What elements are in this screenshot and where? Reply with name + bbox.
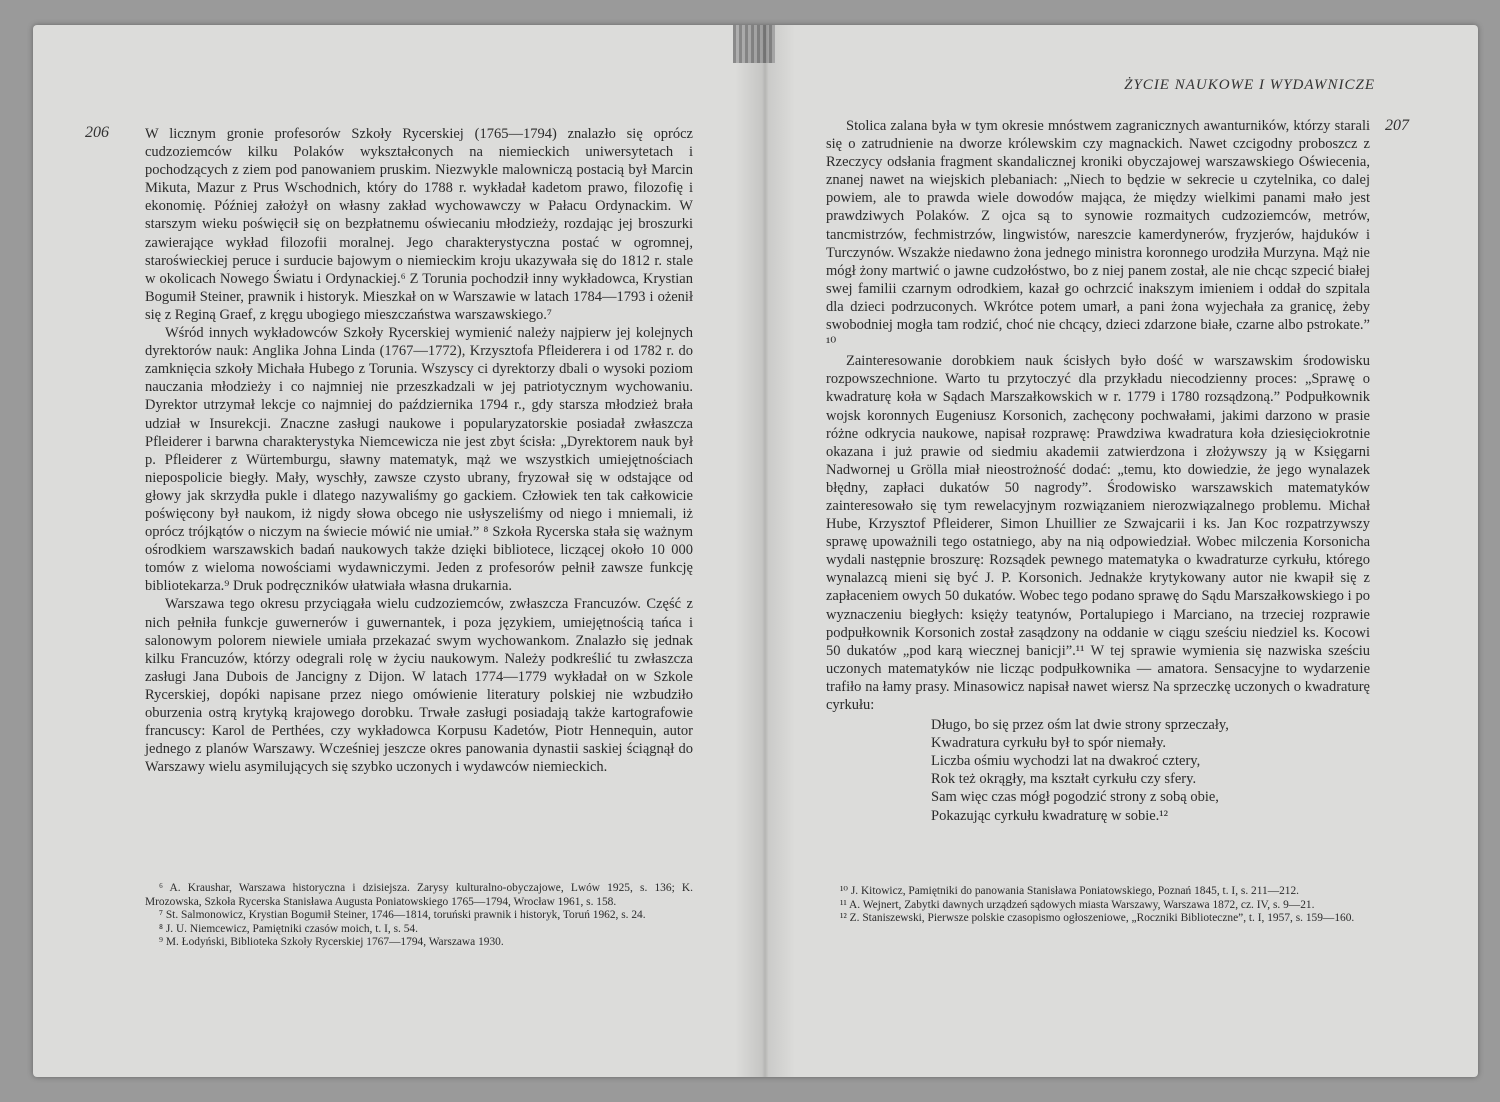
right-page [795,25,1478,1077]
footnote: ⁶ A. Kraushar, Warszawa historyczna i dzisiejsza. Zarysy kulturalno-obyczajowe, Lwów 1925, s. 136; K. Mrozowska, Szkoła Rycerska Stanisława Augusta Poniatowskiego 1765—1794, Wrocław 1961, s. 158. [145,882,693,908]
page-number-right: 207 [1385,117,1409,134]
paragraph: Stolica zalana była w tym okresie mnóstwem zagranicznych awanturników, którzy starali się o zatrudnienie na dworze królewskim czy magnackich. Nawet czcigodny proboszcz z Rzeczycy odsłania fragment skandalicznej kroniki obyczajowej warszawskiego Oświecenia, znanej nawet na wiejskich plebaniach: „Niech to będzie w sekrecie u czytelnika, co dalej powiem, ale to prawda wiele dowodów mająca, że między wielkimi panami mało jest prawdziwych Polaków. Z ojca są to synowie rozmaitych cudzoziemców, metrów, tancmistrzów, fechmistrzów, lingwistów, nareszcie kamerdynerów, fryzjerów, hajduków i Turczynów. Wszakże niedawno żona jednego ministra koronnego urodziła Murzyna. Mąż nie mógł żony martwić o jawne cudzołóstwo, bo z niej panem został, ale nie chcąc szpecić białej swej familii czarnym odrodkiem, kazał go ochrzcić inakszym imieniem i oddał do szpitala dla dzieci podrzuconych. Wkrótce potem umarł, a pani żona wyjechała za granicę, żeby swobodniej mogła tam rodzić, choć nie chcący, dzieci zdarzone białe, czarne albo pstrokate.” ¹⁰ [826,118,1370,352]
poem-line: Liczba ośmiu wychodzi lat na dwakroć cztery, [931,753,1201,770]
poem-line: Sam więc czas mógł pogodzić strony z sobą obie, [931,789,1219,806]
paragraph: W licznym gronie profesorów Szkoły Rycerskiej (1765—1794) znalazło się oprócz cudzoziemców kilku Polaków wykształconych na niemieckich uniwersytetach i pochodzących z ziem pod panowaniem pruskim. Niezwykle malowniczą postacią był Marcin Mikuta, Mazur z Prus Wschodnich, który do 1788 r. wykładał kadetom prawo, filozofię i ekonomię. Później założył on własny zakład wychowawczy w Pałacu Ordynackim. W starszym wieku poświęcił się on bezpłatnemu oświecaniu młodzieży, rozdając jej broszurki zawierające wykład filozofii moralnej. Jego charakterystyczna postać w ogromnej, staroświeckiej peruce i surducie bajowym o niemieckim kroju ukazywała się do 1812 r. stale w okolicach Nowego Światu i Ordynackiej.⁶ Z Torunia pochodził inny wykładowca, Krystian Bogumił Steiner, prawnik i historyk. Mieszkał on w Warszawie w latach 1784—1793 i ożenił się z Reginą Graef, z kręgu ubogiego mieszczaństwa warszawskiego.⁷ [145,126,693,323]
footnote: ¹² Z. Staniszewski, Pierwsze polskie czasopismo ogłoszeniowe, „Roczniki Biblioteczne”, t. I, 1957, s. 159—160. [840,912,1355,925]
left-page [33,25,735,1077]
paragraph: Zainteresowanie dorobkiem nauk ścisłych było dość w warszawskim środowisku rozpowszechnione. Warto tu przytoczyć dla przykładu niecodzienny proces: „Sprawę o kwadraturę koła w Sądach Marszałkowskich w r. 1779 i 1780 rozsądzoną.” Podpułkownik wojsk koronnych Eugeniusz Korsonich, zachęcony pochwałami, jakimi darzono w prasie różne odkrycia naukowe, napisał rozprawę: Prawdziwa kwadratura koła dziesięciokrotnie okazana i już prawie od siedmiu akademii zatwierdzona i złożywszy ją w Księgarni Nadwornej u Grölla miał nieostrożność dodać: „temu, kto dowiedzie, że jego wynalazek błędny, zapłaci dukatów 50 nagrody”. Środowisko warszawskich matematyków zainteresowało się tym rewelacyjnym rozwiązaniem nierozwiązalnego problemu. Michał Hube, Krzysztof Pfleiderer, Simon Lhuillier ze Szwajcarii i ks. Jan Koc rozpatrzywszy sprawę upoważnili tego ostatniego, aby na nią odpowiedział. Wobec milczenia Korsonicha wydali następnie broszurę: Rozsądek pewnego matematyka o kwadraturze cyrkułu, którego wynalazcą mieni się być J. P. Korsonich. Jednakże krytykowany autor nie kwapił się z zapłaceniem owych 50 dukatów. Wobec tego podano sprawę do Sądu Marszałkowskiego i po wyznaczeniu biegłych: księży teatynów, Portalupiego i Marciano, na trzeciej rozprawie podpułkownik Korsonich został zasądzony na oddanie w ciągu sześciu niedziel ks. Kocowi 50 dukatów „pod karą wiecznej banicji”.¹¹ W tej sprawie wymienia się nazwiska sześciu uczonych matematyków nie licząc podpułkownika — amatora. Sensacyjne to wydarzenie trafiło na łamy prasy. Minasowicz napisał nawet wiersz Na sprzeczkę uczonych o kwadraturę cyrkułu: [826,353,1370,713]
paragraph: Wśród innych wykładowców Szkoły Rycerskiej wymienić należy najpierw jej kolejnych dyrektorów nauk: Anglika Johna Linda (1767—1772), Krzysztofa Pfleiderera i od 1782 r. do zamknięcia szkoły Michała Hubego z Torunia. Wszyscy ci dyrektorzy dbali o wysoki poziom nauczania młodzieży i co najmniej nie przeszkadzali w jej patriotycznym wychowaniu. Dyrektor utrzymał lekcje co najmniej do października 1794 r., gdy starsza młodzież brała udział w Insurekcji. Znaczne zasługi naukowe i popularyzatorskie posiadał zwłaszcza Pfleiderer i barwna charakterystyka Niemcewicza nie jest zbyt ścisła: „Dyrektorem nauk był p. Pfleiderer z Würtemburgu, sławny matematyk, mąż we wszystkich umiejętnościach niepospolicie biegły. Mały, wyschły, zawsze czysto ubrany, fryzował się w odstające od głowy jak skrzydła pukle i dlatego nazywaliśmy go gackiem. Człowiek ten tak całkowicie poświęcony był naukom, iż nigdy słowa obcego nie usłyszeliśmy od niego i mniemali, iż oprócz trójkątów o niczym na świecie mówić nie umiał.” ⁸ Szkoła Rycerska stała się ważnym ośrodkiem warszawskich badań naukowych także dzięki bibliotece, liczącej około 10 000 tomów z wieloma nowościami wydawniczymi. Jeden z profesorów pełnił zawsze funkcję bibliotekarza.⁹ Druk podręczników ułatwiała własna drukarnia. [145,325,693,595]
footnote: ⁸ J. U. Niemcewicz, Pamiętniki czasów moich, t. I, s. 54. [159,922,418,935]
poem [931,716,1370,825]
left-footnotes [145,882,693,950]
right-body-text [826,117,1370,825]
book-spread [33,25,1478,1077]
paragraph: Warszawa tego okresu przyciągała wielu cudzoziemców, zwłaszcza Francuzów. Część z nich pełniła funkcje guwernerów i guwernantek, i poza językiem, umiejętnością tańca i salonowym polorem niewiele umiała przekazać swym wychowankom. Znalazło się jednak kilku Francuzów, którzy odegrali rolę w życiu naukowym. Należy podkreślić tu zwłaszcza zasługi Jana Dubois de Jancigny z Dijon. W latach 1774—1779 wykładał on w Szkole Rycerskiej, dopóki napisane przez niego omówienie literatury polskiej nie wzbudziło oburzenia ostrą krytyką krajowego dorobku. Trwałe zasługi posiadają także kartografowie francuscy: Karol de Perthées, czy wykładowca Korpusu Kadetów, Piotr Hennequin, autor jednego z planów Warszawy. Wcześniej jeszcze okres panowania dynastii saskiej ściągnął do Warszawy wielu asymilujących się szybko uczonych i wydawców niemieckich. [145,596,693,776]
left-body-text [145,125,693,776]
poem-line: Długo, bo się przez ośm lat dwie strony sprzeczały, [931,717,1229,734]
book-spine [735,25,795,1077]
footnote: ⁹ M. Łodyński, Biblioteka Szkoły Rycerskiej 1767—1794, Warszawa 1930. [159,936,504,949]
poem-line: Pokazując cyrkułu kwadraturę w sobie.¹² [931,807,1168,824]
page-number-left: 206 [85,124,109,141]
poem-line: Kwadratura cyrkułu był to spór niemały. [931,735,1167,752]
footnote: ⁷ St. Salmonowicz, Krystian Bogumił Steiner, 1746—1814, toruński prawnik i historyk, Toruń 1962, s. 24. [159,909,646,922]
right-footnotes [826,885,1370,926]
footnote: ¹¹ A. Wejnert, Zabytki dawnych urządzeń sądowych miasta Warszawy, Warszawa 1872, cz. IV, s. 9—21. [840,898,1315,911]
footnote: ¹⁰ J. Kitowicz, Pamiętniki do panowania Stanisława Poniatowskiego, Poznań 1845, t. I, s. 211—212. [840,885,1300,897]
poem-line: Rok też okrągły, ma kształt cyrkułu czy sfery. [931,771,1197,788]
running-head: ŻYCIE NAUKOWE I WYDAWNICZE [1124,77,1375,93]
